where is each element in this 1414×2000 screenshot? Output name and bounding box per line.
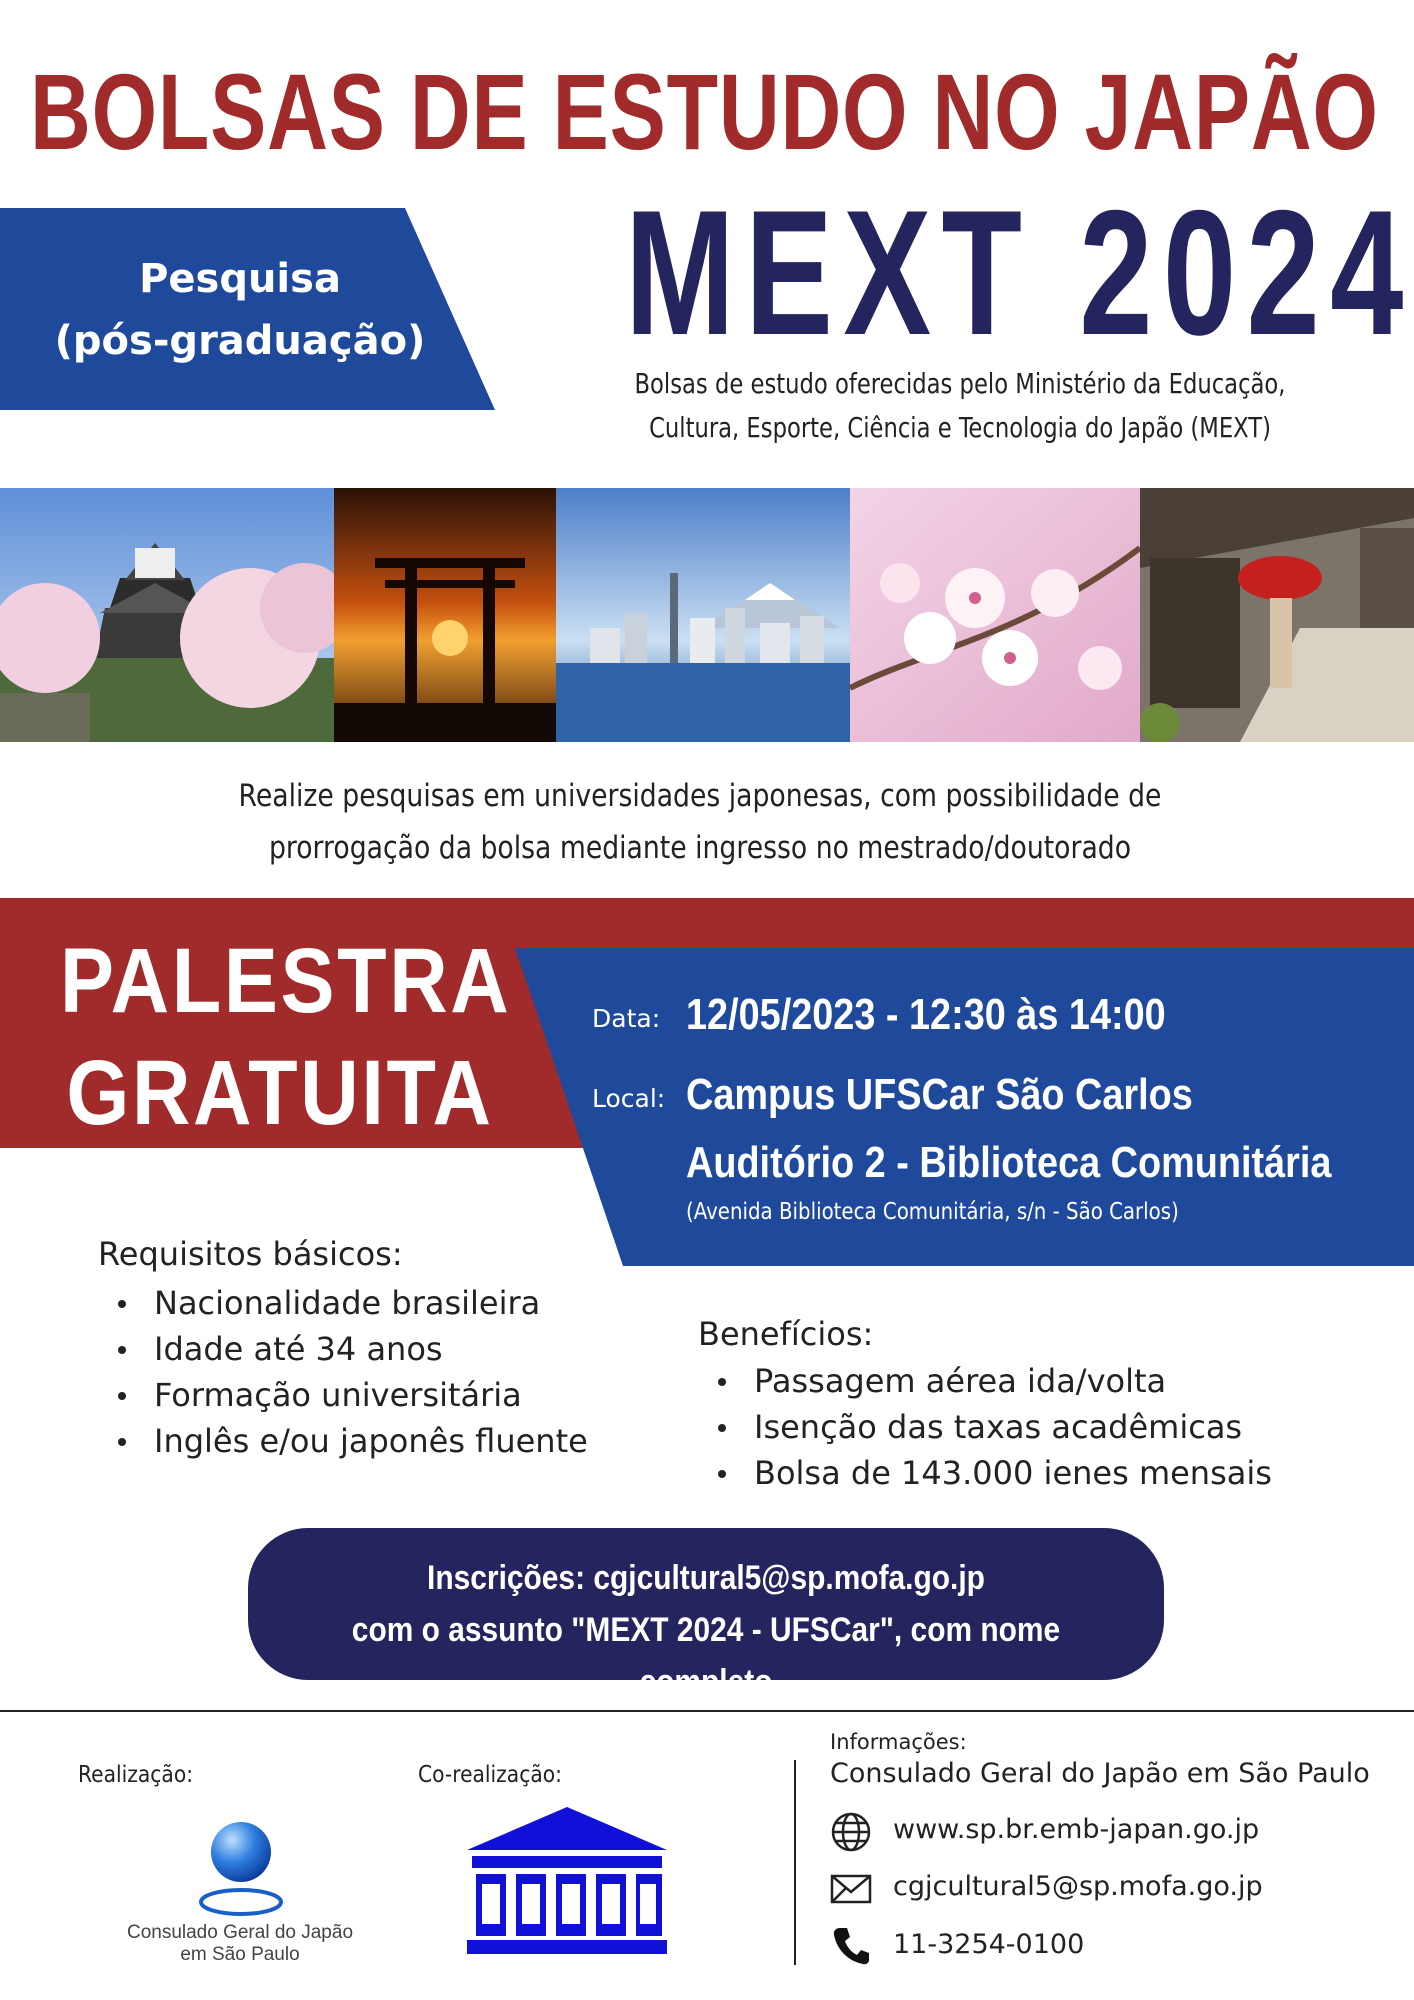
main-title: BOLSAS DE ESTUDO NO JAPÃO <box>30 51 1379 172</box>
realizacao-label: Realização: <box>78 1762 194 1788</box>
envelope-icon <box>830 1874 872 1904</box>
globe-icon <box>830 1811 872 1853</box>
location-line-2: Auditório 2 - Biblioteca Comunitária <box>686 1138 1332 1187</box>
registration-text <box>248 1552 1164 1708</box>
email-link[interactable]: cgjcultural5@sp.mofa.go.jp <box>893 1871 1263 1902</box>
date-label: Data: <box>592 1004 661 1033</box>
intro-line-1: Realize pesquisas em universidades japonesas, com possibilidade de <box>238 778 1162 814</box>
location-label: Local: <box>592 1084 666 1113</box>
info-label: Informações: <box>830 1730 967 1754</box>
lecture-heading-line-1: PALESTRA <box>60 930 512 1032</box>
lecture-heading-line-2: GRATUITA <box>66 1042 494 1144</box>
category-line-2: (pós-graduação) <box>54 318 426 364</box>
cherry-blossom-photo <box>850 488 1140 742</box>
benefits-list <box>698 1358 1272 1496</box>
subtitle <box>600 362 1320 450</box>
lecture-heading <box>60 925 512 1149</box>
list-item: Idade até 34 anos <box>98 1326 588 1372</box>
intro-text <box>184 770 1216 874</box>
torii-photo <box>334 488 556 742</box>
subtitle-line-2: Cultura, Esporte, Ciência e Tecnologia do Japão (MEXT) <box>649 411 1271 444</box>
registration-line-1: Inscrições: cgjcultural5@sp.mofa.go.jp <box>427 1559 985 1597</box>
category-line-1: Pesquisa <box>139 256 341 302</box>
location-line-1: Campus UFSCar São Carlos <box>686 1070 1193 1119</box>
benefits-title: Benefícios: <box>698 1315 874 1353</box>
phone-number: 11-3254-0100 <box>893 1929 1085 1960</box>
city-fuji-photo <box>556 488 850 742</box>
program-title: MEXT 2024 <box>625 173 1414 372</box>
coorganizer-logo <box>462 1802 672 1962</box>
old-street-photo <box>1140 488 1414 742</box>
registration-line-2: com o assunto "MEXT 2024 - UFSCar", com nome completo <box>351 1611 1061 1701</box>
footer-divider <box>0 1710 1414 1712</box>
list-item: Nacionalidade brasileira <box>98 1280 588 1326</box>
list-item: Passagem aérea ida/volta <box>698 1358 1272 1404</box>
requirements-title: Requisitos básicos: <box>98 1235 403 1273</box>
list-item: Inglês e/ou japonês fluente <box>98 1418 588 1464</box>
photo-strip <box>0 488 1414 742</box>
requirements-list <box>98 1280 588 1464</box>
list-item: Isenção das taxas acadêmicas <box>698 1404 1272 1450</box>
corealizacao-label: Co-realização: <box>418 1762 562 1788</box>
website-link[interactable]: www.sp.br.emb-japan.go.jp <box>893 1814 1260 1845</box>
subtitle-line-1: Bolsas de estudo oferecidas pelo Ministério da Educação, <box>634 367 1286 400</box>
intro-line-2: prorrogação da bolsa mediante ingresso no mestrado/doutorado <box>268 830 1132 866</box>
date-value: 12/05/2023 - 12:30 às 14:00 <box>686 990 1166 1039</box>
consulate-logo <box>196 1812 286 1922</box>
consulate-logo-line-1: Consulado Geral do Japão <box>126 1922 354 1943</box>
list-item: Formação universitária <box>98 1372 588 1418</box>
consulate-logo-text <box>110 1922 370 1966</box>
address: (Avenida Biblioteca Comunitária, s/n - São Carlos) <box>686 1199 1179 1225</box>
footer-vertical-divider <box>794 1760 796 1965</box>
list-item: Bolsa de 143.000 ienes mensais <box>698 1450 1272 1496</box>
category-label <box>40 248 440 372</box>
consulate-logo-line-2: em São Paulo <box>180 1944 300 1965</box>
info-name: Consulado Geral do Japão em São Paulo <box>830 1758 1370 1789</box>
castle-photo <box>0 488 350 742</box>
phone-icon <box>832 1926 870 1966</box>
